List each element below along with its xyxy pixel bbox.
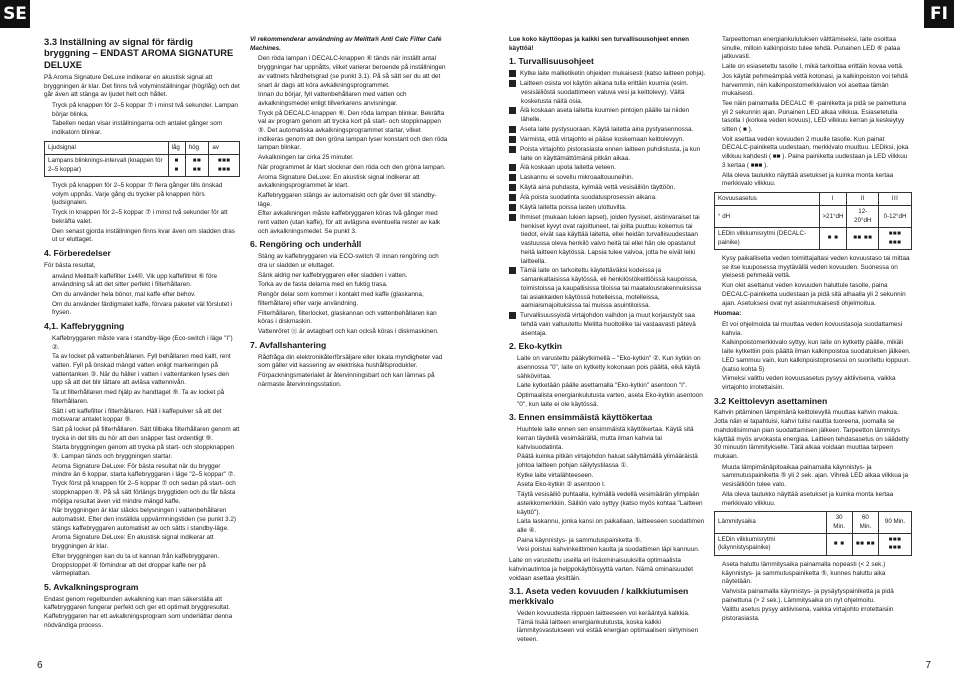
left-column-1: [44, 36, 240, 656]
safety-item-text: Käytä laitetta poissa lasten ulottuvilta.: [520, 204, 627, 212]
list-item: • Tee näin painamalla DECALC ⑥ -painiketta ja pidä se painettuna yli 2 sekunnin ajan. Punainen LED alkaa vilkkua. Esiasetetulla tasolla I (korkea veden kovuus), LED vilkkuu kerran ja keskeytyy sitten ( ■ ).: [722, 100, 912, 135]
list-item: • Rådfråga din elektronikåterförsäljare eller lokala myndigheter vad som gäller vid kassering av elektriska hushållsprodukter.: [258, 354, 448, 371]
section-3-3-intro: På Aroma Signature DeLuxe indikerar en akustisk signal att bryggningen är klar. Det finns två volyminställningar (hög/låg) och det går även att stänga av ljudet helt och hållet.: [44, 73, 240, 99]
safety-item: [509, 174, 706, 183]
section-4-1-list: [44, 335, 240, 579]
language-tab-fi: FI: [924, 0, 954, 28]
safety-item: [509, 204, 706, 213]
list-item: • Stäng av kaffebryggaren via ECO-switch ② innan rengöring och dra ur sladden ur eluttaget.: [258, 253, 448, 270]
list-item: • Kalkinpoistomerkkivalo syttyy, kun laite on kytketty päälle, mikäli laite kytkettiin pois päältä ilman kalkinpoistoa suodatuksen jälkeen. LED sammuu vain, kun kalkinpoistoprosessi on suoritettu loppuun. (katso kohta 5): [722, 339, 912, 374]
list-item: • Optimaalista energiankulutusta varten, aseta Eko-kytkin asentoon "0", kun laite ei ole käytössä.: [517, 392, 706, 409]
list-item: • Veden kovuudesta riippuen laitteeseen voi kerääntyä kalkkia. Tämä lisää laitteen energiankulutusta, koska kalkki lämmitysvastukseen voi estää energian optimaalisen siirtymisen veteen.: [517, 610, 706, 645]
volume-table-header: av: [209, 141, 240, 154]
warning-square-icon: [509, 164, 516, 171]
list-item: • Förpackningsmaterialet är återvinningsbart och kan lämnas på närmaste återvinningsstation.: [258, 372, 448, 389]
warning-square-icon: [509, 136, 516, 143]
list-item: • Sätt i ett kaffefilter i filterhållaren. Häll i kaffepulver så att det motsvarar antalet koppar ⑨.: [52, 408, 240, 425]
list-item: • Laite on varustettu pääkytkimellä – "Eko-kytkin" ②. Kun kytkin on asennossa "0", laite on kytketty kokonaan pois päältä, eikä käytä sähkövirtaa.: [517, 355, 706, 381]
list-item: • Alla oleva taulukko näyttää asetukset ja kuinka monta kertaa merkkivalo vilkkuu.: [722, 491, 912, 508]
page-number-left: 6: [37, 660, 43, 672]
list-item: • Laita laskannu, jonka kansi on paikallaan, laitteeseen suodattimen alle ④.: [517, 518, 706, 535]
section-3-3-list-1: [44, 102, 240, 138]
safety-item-text: Älä poista suodatinta suodatusprosessin aikana.: [520, 194, 657, 202]
section-1-title: 1. Turvallisuusohjeet: [509, 56, 594, 67]
hardness-table-header: III: [879, 192, 912, 205]
list-item: • Muuta lämpimänäpitoaikaa painamalla käynnistys- ja sammutuspainiketta ⑤ yli 2 sek. ajan. Vihreä LED alkaa vilkkua ja vesisäiliöön tulee valo.: [722, 464, 912, 490]
section-3-1-list: [509, 610, 706, 645]
warning-square-icon: [509, 107, 516, 114]
list-item: • Kytke laite virtalähteeseen.: [517, 472, 706, 481]
list-item: • Torka av de fasta delarna med en fuktig trasa.: [258, 281, 448, 290]
list-item: • Kaffebryggaren stängs av automatiskt och går över till standby-läge.: [258, 192, 448, 209]
read-manual-intro: Lue koko käyttöopas ja kaikki sen turvallisuusohjeet ennen käyttöä!: [509, 36, 690, 52]
safety-item: [509, 70, 706, 79]
warning-square-icon: [509, 80, 516, 87]
warning-square-icon: [509, 204, 516, 211]
safety-item: [509, 146, 706, 164]
list-item: • Päätä kuinka pitkän virtajohdon haluat säilyttämällä ylimääräistä johtoa laitteen pohjan säilytystilassa ①.: [517, 453, 706, 470]
list-item: • Valittu asetus pysyy aktiivisena, vaikka virtajohto irrotettaisiin pistorasiasta.: [722, 606, 912, 623]
safety-item-text: Poista virtajohto pistorasiasta ennen laitteen puhdistusta, ja kun laite on käyttämättömänä pitkän aikaa.: [520, 146, 701, 162]
safety-item-text: Älä koskaan upota laitetta veteen.: [520, 164, 616, 172]
list-item: • Vahvista painamalla käynnistys- ja pysäytyspainiketta ja pidä painettuna (> 2 sek.). Lämmitysaika on nyt ohjelmoitu.: [722, 588, 912, 605]
right-column-2: [714, 36, 912, 656]
list-item: • Starta bryggningen genom att trycka på start- och stoppknappen ⑤. Lampan tänds och bryggningen startar.: [52, 444, 240, 461]
list-item: • När bryggningen är klar släcks belysningen i vattenbehållaren automatiskt. Efter den inställda uppvärmningstiden (se punkt 3.2) stängs kaffebryggaren automatiskt av och sätts i standby-läge.: [52, 507, 240, 533]
anti-calc-recommendation: Vi rekommenderar användning av Melitta® Anti Calc Filter Café Machines.: [250, 36, 442, 52]
safety-item-text: Ihmiset (mukaan lukien lapset), joiden fyysiset, aistinvaraiset tai henkiset kyvyt ovat rajoittuneet, tai joilta puuttuu kokemus tai tiedot, eivät saa käyttää laitetta, ellei heidän turvallisuudestaan vastuussa oleva henkilö valvo heitä tai ellei hän ole opastanut heitä laitteen käytössä. Lapsia tulee valvoa, jotta he eivät leiki laitteella.: [520, 214, 700, 265]
hardness-list-1: [714, 36, 912, 189]
volume-table-header: låg: [168, 141, 185, 154]
warning-square-icon: [509, 174, 516, 181]
safety-item-text: Tämä laite on tarkoitettu käytettäväksi kodeissa ja samankaltaisissa käytössä, eli henkilöstökeittiöissä kaupoissa, toimistoissa ja kaupallisissa tiloissa tai maatalousrakennuksissa tai asiakkaiden käytössä hotelleissa, motelleissa, aamiaismajoituksissa tai muissa asuintiloissa.: [520, 267, 702, 310]
safety-item: [509, 107, 706, 125]
section-3-2-list-1: [714, 464, 912, 509]
list-item: • Ta ut filterhållaren med hjälp av handtaget ⑨. Ta av locket på filterhållaren.: [52, 389, 240, 406]
list-item: • Om du använder färdigmalet kaffe, förvara paketet väl förslutet i frysen.: [52, 301, 240, 318]
warning-square-icon: [509, 126, 516, 133]
safety-item: [509, 194, 706, 203]
list-item: • Rengör delar som kommer i kontakt med kaffe (glaskanna, filterhållare) efter varje användning.: [258, 291, 448, 308]
list-item: • Tryck på knappen för 2–5 koppar ⑦ i minst två sekunder. Lampan börjar blinka.: [52, 102, 240, 119]
list-item: • Aroma Signature DeLuxe: En akustisk signal indikerar att avkalkningsprogrammet är klart.: [258, 174, 448, 191]
safety-item: [509, 184, 706, 193]
list-item: • använd Melitta® kaffefilter 1x4®. Vik upp kaffefiltret ⑥ före användning så att det sitter perfekt i filterhållaren.: [52, 273, 240, 290]
safety-item: [509, 80, 706, 106]
left-column-2: [250, 36, 448, 656]
list-item: • Efter bryggningen kan du ta ut kannan från kaffebryggaren. Droppstoppet ④ förhindrar att det droppar kaffe ner på värmeplattan.: [52, 553, 240, 579]
list-item: • Aseta haluttu lämmitysaika painamalla nopeasti (< 2 sek.) käynnistys- ja sammutuspainiketta ⑤, kunnes haluttu aika näytetään.: [722, 561, 912, 587]
list-item: • Laite kytketään päälle asettamalla "Eko-kytkin" asentoon "I".: [517, 382, 706, 391]
heating-table-led-value: ■■■ ■■■: [879, 534, 912, 556]
safety-item-text: Aseta laite pystysuoraan. Käytä laitetta aina pystyasennossa.: [520, 126, 694, 134]
list-item: • Viimeksi valittu veden kovuusasetus pysyy aktiivisena, vaikka virtajohto irrotettaisiin.: [722, 375, 912, 392]
decalc-list: [250, 55, 448, 236]
hardness-table: [714, 192, 912, 250]
safety-item: [509, 267, 706, 311]
page-number-right: 7: [925, 660, 931, 672]
safety-item-text: Varmista, että virtajohto ei pääse koskemaan keittolevyyn.: [520, 136, 684, 144]
list-item: • När programmet är klart slocknar den röda och den gröna lampan.: [258, 164, 448, 173]
safety-item: [509, 164, 706, 173]
safety-item-text: Laitteen osista voi käytön aikana tulla erittäin kuumia (esim. vesisäiliöstä suodattimeen valuva vesi ja keittolevy). Vältä kosketusta näitä osia.: [520, 80, 689, 105]
list-item: • Tabellen nedan visar inställningarna och antalet gånger som indikatorn blinkar.: [52, 120, 240, 137]
list-item: • Kysy paikalliselta veden toimittajaltasi veden kovuustaso tai mittaa se itse kuuposessa myytävällä veden kovuuden. Suonessa on yleisesti pehmeää vettä.: [722, 255, 912, 281]
volume-table-header: Ljudsignal: [45, 141, 169, 154]
hardness-table-led-value: ■■ ■■: [847, 228, 879, 250]
section-3-title: 3. Ennen ensimmäistä käyttökertaa: [509, 412, 653, 423]
section-6-title: 6. Rengöring och underhåll: [250, 239, 362, 250]
list-item: • Ta av locket på vattenbehållaren. Fyll behållaren med kallt, rent vatten. Fyll på önskad mängd vatten enligt markeringen på vattentanken ③. När du häller i vatten i vattentanken lyses den upp så att det blir lättare att avläsa vattennivån.: [52, 353, 240, 388]
list-item: • Aroma Signature DeLuxe: En akustisk signal indikerar att bryggningen är klar.: [52, 534, 240, 551]
list-item: • Vesi poistuu kahvinkeittimen kautta ja suodattimen läpi kannuun.: [517, 546, 706, 555]
list-item: • Sänk aldrig ner kaffebryggaren eller sladden i vatten.: [258, 272, 448, 281]
list-item: • Den röda lampan i DECALC-knappen ⑥ tänds när inställt antal bryggningar har uppnåtts, vilket varierar beroende på inställningen av vattnets hårdhetsgrad (se punkt 3.1). På så sätt ser du att det snart är dags att köra avkalkningsprogrammet.: [258, 55, 448, 90]
section-2-title: 2. Eko-kytkin: [509, 341, 563, 352]
safety-item-text: Käytä aina puhdasta, kylmää vettä vesisäiliön täyttöön.: [520, 184, 676, 192]
list-item: • Om du använder hela bönor, mal kaffe efter behov.: [52, 291, 240, 300]
section-2-list: [509, 355, 706, 409]
list-item: • Sätt på locket på filterhållaren. Sätt tillbaka filterhållaren genom att trycka in det tills du hör att den snäpper fast ordentligt ⑨.: [52, 426, 240, 443]
hardness-table-header: I: [819, 192, 847, 205]
list-item: • Tarpeettoman energiankulutuksen välttämiseksi, laite osoittaa sinulle, milloin kalkinpoisto tulee tehdä. Punainen LED ⑥ palaa jatkuvasti.: [722, 36, 912, 62]
section-4-list: [44, 273, 240, 319]
list-item: • Aseta Eko-kytkin ② asentoon I.: [517, 481, 706, 490]
section-3-2-title: 3.2 Keittolevyn asettaminen: [714, 395, 828, 406]
hardness-table-dh-label: ° dH: [715, 206, 820, 228]
section-3-3-list-2: [44, 182, 240, 245]
warning-square-icon: [509, 146, 516, 153]
heating-table-led-label: LEDin vilkkumisrytmi (käynnistyspainike): [715, 534, 827, 556]
safety-list: [509, 70, 706, 338]
hardness-table-header: II: [847, 192, 879, 205]
note-title: Huomaa:: [714, 310, 742, 318]
section-3-list: [509, 426, 706, 555]
section-3-after: Laite on varustettu useilla eri lisäominaisuuksilla optimaalista kahvinautintoa ja helppokäyttöisyyttä varten. Nämä ominaisuudet voidaan asettaa yksittäin.: [509, 557, 694, 582]
section-4-1-title: 4,1. Kaffebryggning: [44, 321, 125, 332]
hardness-table-header: Kovuusasetus: [715, 192, 820, 205]
list-item: • Alla oleva taulukko näyttää asetukset ja kuinka monta kertaa merkkivalo vilkkuu.: [722, 172, 912, 189]
volume-table-value: ■■■ ■■■: [209, 155, 240, 177]
hardness-table-dh-value: 0-12°dH: [879, 206, 912, 228]
safety-item-text: Laskannu ei sovellu mikroaaltouuneihin.: [520, 174, 634, 182]
section-7-title: 7. Avfallshantering: [250, 339, 327, 350]
section-3-2-list-2: [714, 561, 912, 624]
list-item: • Täytä vesisäiliö puhtaalla, kylmällä vedellä vesimäärän ylimpään asteikkomerkkiin. Säiliön valo syttyy (katso myös kohtaa "Laitteen käyttö").: [517, 491, 706, 517]
list-item: • Laite on esiasetettu tasolle I, mikä tarkoittaa erittäin kovaa vettä.: [722, 63, 912, 72]
hardness-table-dh-value: >21°dH: [819, 206, 847, 228]
note-list: [714, 321, 912, 393]
warning-square-icon: [509, 267, 516, 274]
section-3-2-intro: Kahvin pitäminen lämpimänä keittolevyllä muuttaa kahvin makua. Jotta näin ei tapahtuisi, kahvi tulisi nauttia tuoreena, juomalla se mahdollisimman pian suodattamisen jälkeen. Tarpeetton lämmitys käyttää myös arvokasta energiaa. Laitteen tehdasasetus on säädetty 30 minuutin lämmitykselle. Tätä aikaa voidaan muuttaa tarpeen mukaan.: [714, 409, 909, 460]
warning-square-icon: [509, 70, 516, 77]
language-tab-se: SE: [0, 0, 30, 28]
list-item: • Avkalkningen tar cirka 25 minuter.: [258, 154, 448, 163]
right-column-1: [509, 36, 706, 656]
safety-item: [509, 126, 706, 135]
section-3-3-title: 3.3 Inställning av signal för färdig bryggning – ENDAST AROMA SIGNATURE DELUXE: [44, 36, 234, 70]
list-item: • Filterhållaren, filterlocket, glaskannan och vattenbehållaren kan köras i diskmaskin.: [258, 310, 448, 327]
safety-item-text: Kytke laite mallietiketin ohjeiden mukaisesti (katso laitteen pohja).: [520, 70, 706, 78]
warning-square-icon: [509, 184, 516, 191]
heating-table-header: Lämmitysaika: [715, 512, 827, 534]
safety-item-text: Turvallisuussyistä virtajohdon vaihdon ja muut korjaustyöt saa tehdä vain valtuutettu Melitta huoltoliike tai vastaavasti pätevä asentaja.: [520, 312, 696, 337]
list-item: • Den senast gjorda inställningen finns kvar även om sladden dras ut ur eluttaget.: [52, 228, 240, 245]
section-5-text: Endast genom regelbunden avkalkning kan man säkerställa att kaffebryggaren fungerar perfekt och ger ett optimalt bryggresultat. Kaffebryggaren har ett avkalkningsprogram som underlättar denna nödvändiga process.: [44, 595, 233, 629]
heating-table-header: 30 Min.: [826, 512, 852, 534]
list-item: • Tryck in knappen för 2–5 koppar ⑦ i minst två sekunder för att bekräfta valet.: [52, 209, 240, 226]
volume-table: [44, 141, 240, 177]
list-item: • Voit asettaa veden kovuuden 2 muulle tasolle. Kun painat DECALC-painiketta uudestaan, merkkivalo muuttuu. LEDiksi, joka vilkkuu kahdesti ( ■■ ). Paina painiketta uudestaan ja LED vilkkuu 3 kertaa ( ■■■ ).: [722, 136, 912, 171]
hardness-table-dh-value: 12-20°dH: [847, 206, 879, 228]
list-item: • Tryck på DECALC-knappen ⑥. Den röda lampan blinkar. Bekräfta val av program genom att trycka kort på start- och stoppknappen ⑤. Det automatiska avkalkningsprogrammet startar, vilket indikeras genom att den gröna lampan lyser konstant och den röda lampan blinkar.: [258, 110, 448, 154]
warning-square-icon: [509, 312, 516, 319]
volume-table-row-label: Lampans blinknings-intervall (knappen för 2–5 koppar): [45, 155, 169, 177]
warning-square-icon: [509, 194, 516, 201]
safety-item: [509, 214, 706, 266]
volume-table-value: ■ ■: [168, 155, 185, 177]
volume-table-header: hög: [185, 141, 209, 154]
heating-table-led-value: ■ ■: [826, 534, 852, 556]
section-7-list: [250, 354, 448, 390]
list-item: • Et voi ohjelmoida tai muuttaa veden kovuustasoja suodattamesi kahvia.: [722, 321, 912, 338]
list-item: • Innan du börjar, fyll vattenbehållaren med vatten och avkalkningsmedel enligt tillverkarens anvisningar.: [258, 91, 448, 108]
section-5-title: 5. Avkalkningsprogram: [44, 581, 139, 592]
section-3-1-title: 3.1. Aseta veden kovuuden / kalkkiutumisen merkkivalo: [509, 586, 689, 607]
list-item: • Vattenröret ⑪ är avtagbart och kan också köras i diskmaskinen.: [258, 328, 448, 337]
heating-table-led-value: ■■ ■■: [852, 534, 878, 556]
list-item: • Efter avkalkningen måste kaffebryggaren köras två gånger med rent vatten (utan kaffe), för att avlägsna eventuella rester av kalk och avkalkningsmedel. Se punkt 3.: [258, 210, 448, 236]
list-item: • Tryck på knappen för 2–5 koppar ⑦ flera gånger tills önskad volym uppnås. Varje gång du trycker på knappen hörs ljudsignalen.: [52, 182, 240, 208]
hardness-list-2: [714, 255, 912, 308]
section-6-list: [250, 253, 448, 336]
list-item: • Huuhtele laite ennen sen ensimmäistä käyttökertaa. Käytä sitä kerran täydellä vesimäärällä, mutta ilman kahvia tai kahvisuodatinta.: [517, 426, 706, 452]
list-item: • Kun olet asettanut veden kovuuden haluttule tasolle, paina DECALC-painiketta uudestaan ja pidä sitä alhaalla yli 2 sekunnin ajan. Asetuksesi ovat nyt asianmukaisesti ohjelmoitua.: [722, 282, 912, 308]
hardness-table-led-value: ■ ■: [819, 228, 847, 250]
safety-item: [509, 312, 706, 338]
list-item: • Aroma Signature DeLuxe: För bästa resultat när du brygger mindre än 6 koppar, starta kaffebryggaren i läge "2–5 koppar" ⑦. Tryck först på knappen för 2–5 koppar ⑦ och sedan på start- och stoppknappen ⑤. På så sätt förlängs bryggtiden och du får bästa möjliga resultat även vid mindre mängd kaffe.: [52, 463, 240, 507]
hardness-table-led-label: LEDin vilkkumisrytmi (DECALC-painike): [715, 228, 820, 250]
list-item: • Kaffebryggaren måste vara i standby-läge (Eco-switch i läge "I") ②.: [52, 335, 240, 352]
heating-table: [714, 511, 912, 556]
volume-table-value: ■■ ■■: [185, 155, 209, 177]
section-4-intro: För bästa resultat,: [44, 261, 96, 269]
list-item: • Jos käytät pehmeämpää vettä kotonasi, ja kalkinpoiston voi tehdä harvemmin, niin kalkinpoistomerkkivalon voi asettaa tämän mukaisesti.: [722, 73, 912, 99]
heating-table-header: 60 Min.: [852, 512, 878, 534]
heating-table-header: 90 Min.: [879, 512, 912, 534]
section-4-title: 4. Förberedelser: [44, 247, 111, 258]
list-item: • Paina käynnistys- ja sammutuspainiketta ⑤.: [517, 537, 706, 546]
safety-item: [509, 136, 706, 145]
warning-square-icon: [509, 214, 516, 221]
hardness-table-led-value: ■■■ ■■■: [879, 228, 912, 250]
safety-item-text: Älä koskaan aseta laitetta kuumien pintojen päälle tai niiden lähelle.: [520, 107, 690, 124]
